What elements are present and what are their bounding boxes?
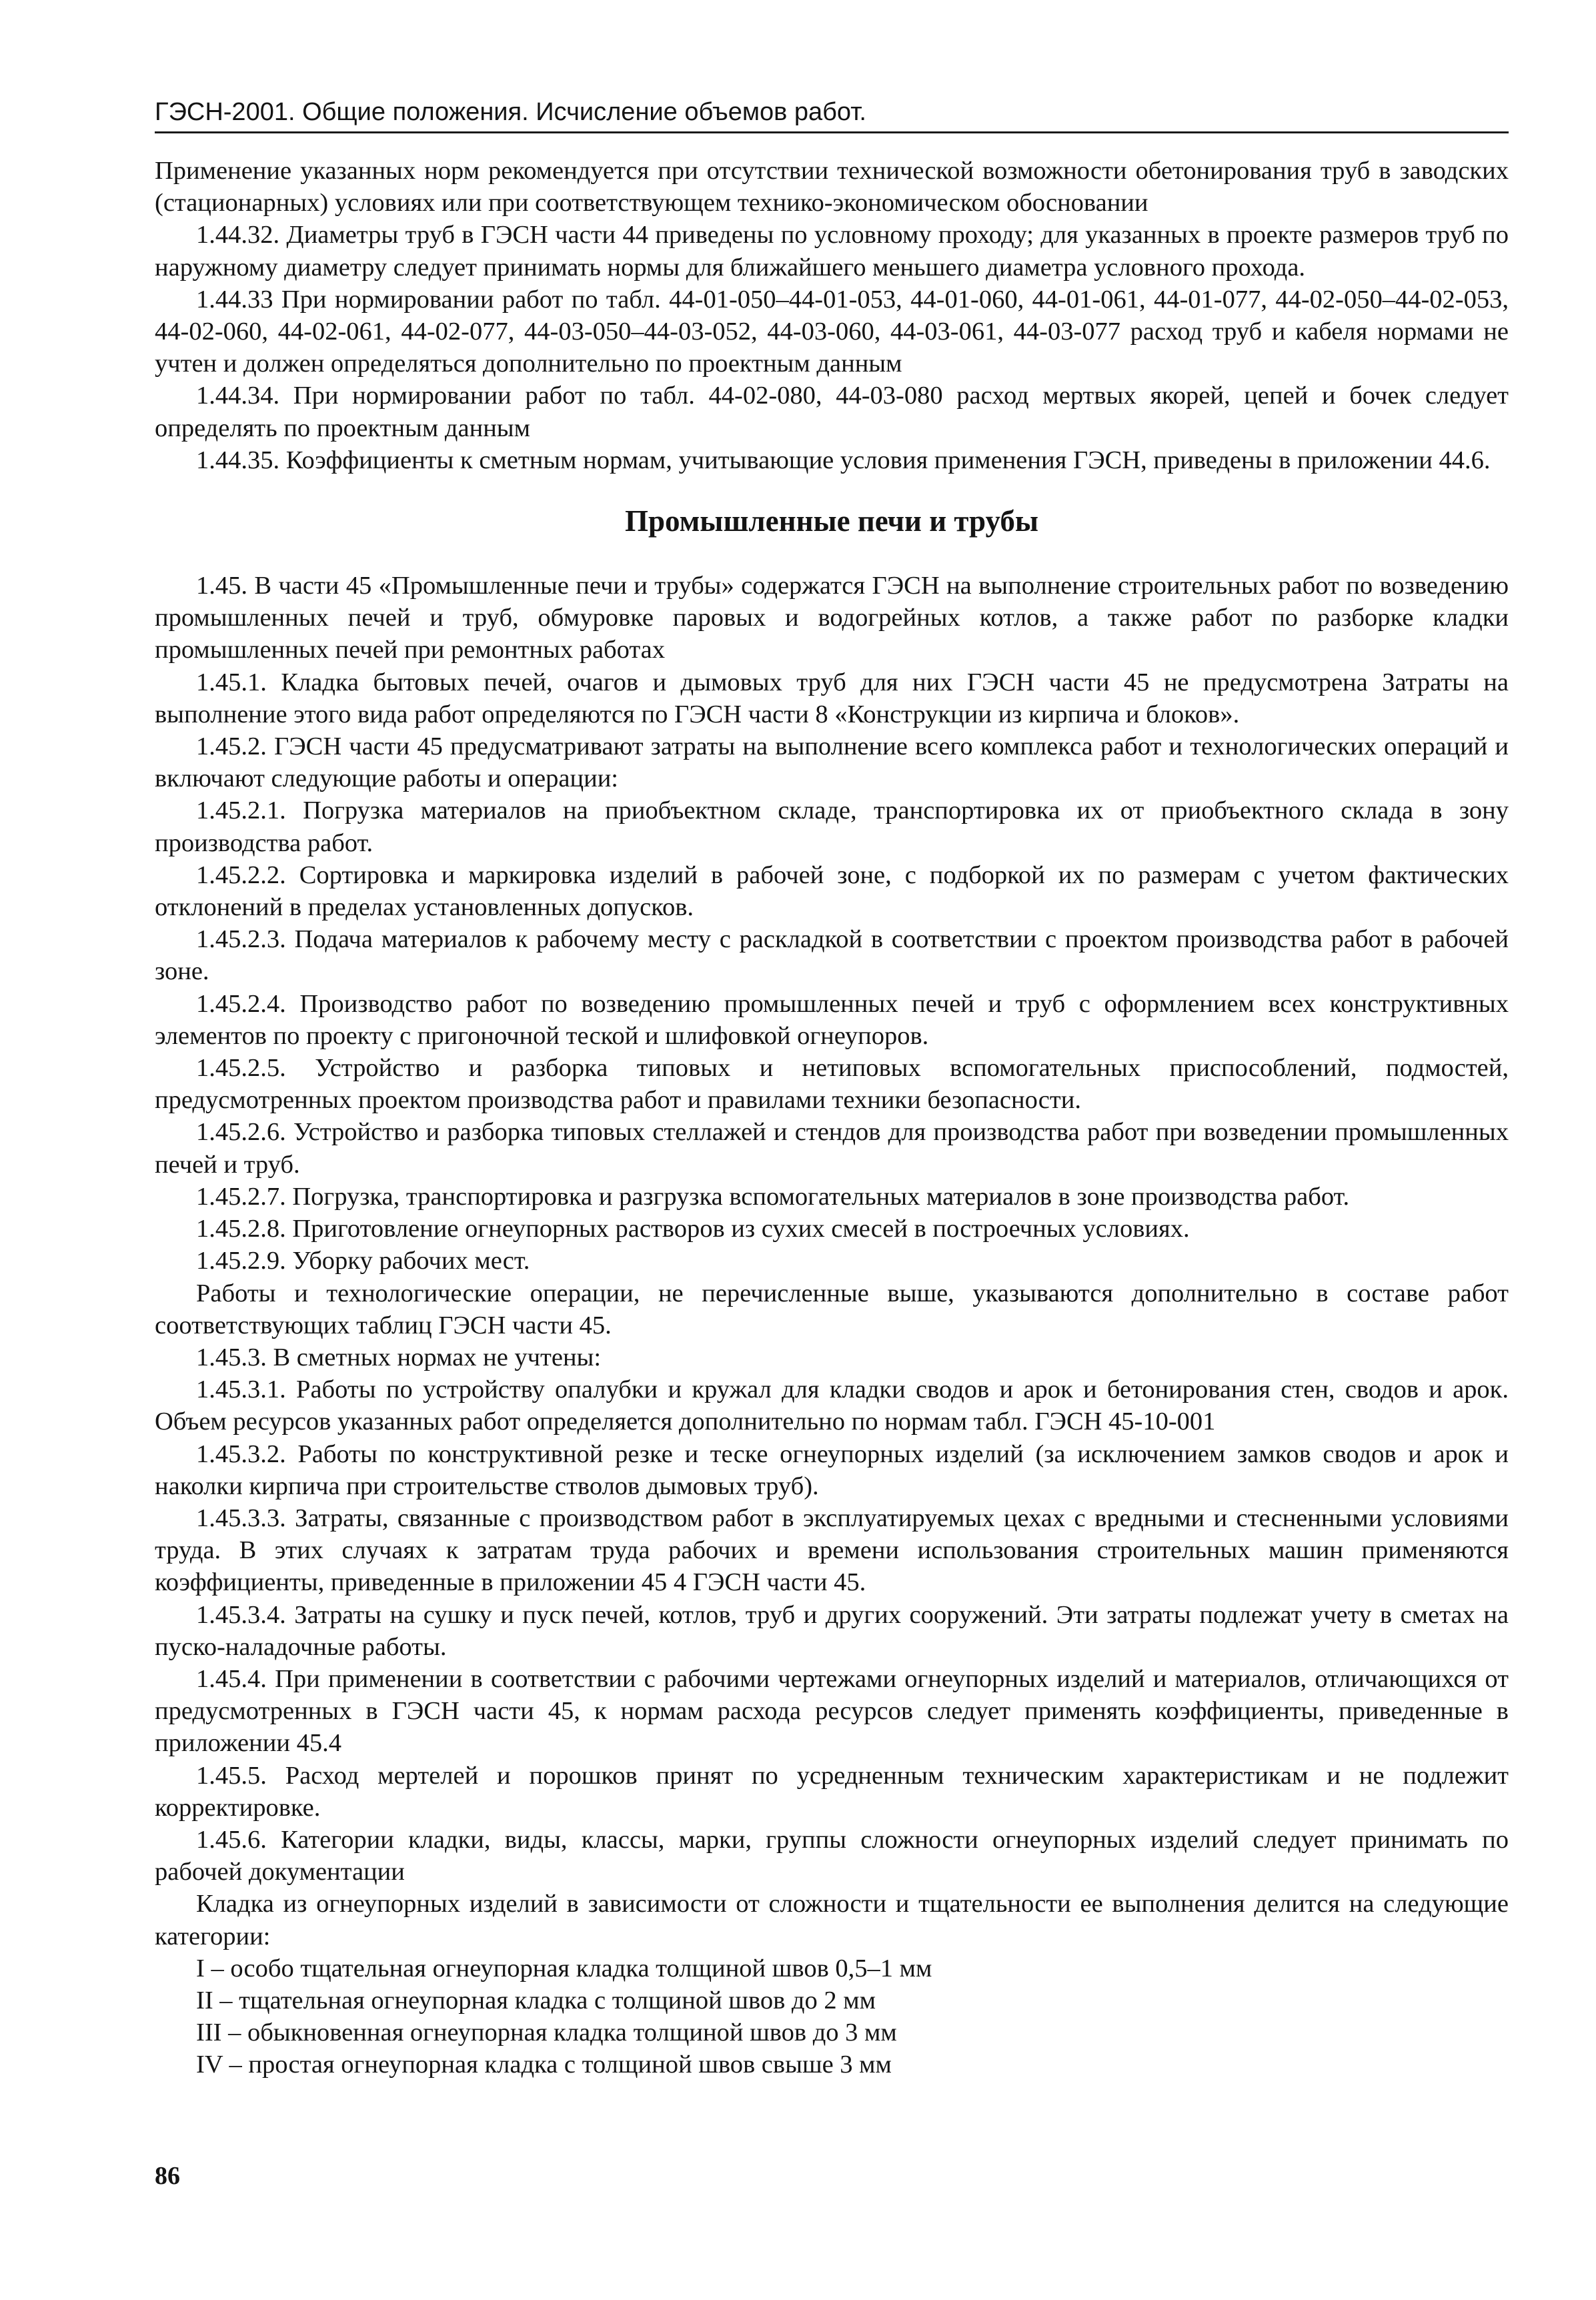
- paragraph-1-45-3-4: 1.45.3.4. Затраты на сушку и пуск печей, котлов, труб и других сооружений. Эти затраты подлежат учету в сметах на пуско-наладочные работы.: [155, 1600, 1509, 1661]
- paragraph-1-45-3-3: 1.45.3.3. Затраты, связанные с производством работ в эксплуатируемых цехах с вредными и стесненными условиями труда. В этих случаях к затратам труда рабочих и времени использования строительных машин применяются коэффициенты, приведенные в приложении 45 4 ГЭСН части 45.: [155, 1504, 1509, 1597]
- paragraph-1-44-33: 1.44.33 При нормировании работ по табл. 44-01-050–44-01-053, 44-01-060, 44-01-061, 44-01-077, 44-02-050–44-02-053, 44-02-060, 44-02-061, 44-02-077, 44-03-050–44-03-052, 44-03-060, 44-03-061, 44-03-077 расход труб и кабеля нормами не учтен и должен определяться дополнительно по проектным данным: [155, 285, 1509, 378]
- paragraph-masonry-categories: Кладка из огнеупорных изделий в зависимости от сложности и тщательности ее выполнения делится на следующие категории:: [155, 1890, 1509, 1950]
- paragraph-1-45-2-5: 1.45.2.5. Устройство и разборка типовых и нетиповых вспомогательных приспособлений, подмостей, предусмотренных проектом производства работ и правилами техники безопасности.: [155, 1054, 1509, 1115]
- paragraph: Применение указанных норм рекомендуется при отсутствии технической возможности обетонирования труб в заводских (стационарных) условиях или при соответствующем технико-экономическом обосновании: [155, 157, 1509, 217]
- paragraph-1-45-2-3: 1.45.2.3. Подача материалов к рабочему месту с раскладкой в соответствии с проектом производства работ в рабочей зоне.: [155, 925, 1509, 986]
- paragraph-1-45-2-6: 1.45.2.6. Устройство и разборка типовых стеллажей и стендов для производства работ при возведении промышленных печей и труб.: [155, 1118, 1509, 1179]
- paragraph-1-45-3: 1.45.3. В сметных нормах не учтены:: [196, 1343, 602, 1371]
- paragraph-1-45-6: 1.45.6. Категории кладки, виды, классы, марки, группы сложности огнеупорных изделий следует принимать по рабочей документации: [155, 1825, 1509, 1886]
- page-number: 86: [155, 2162, 180, 2190]
- running-header: ГЭСН-2001. Общие положения. Исчисление объемов работ.: [155, 98, 866, 126]
- paragraph-1-45-2: 1.45.2. ГЭСН части 45 предусматривают затраты на выполнение всего комплекса работ и технологических операций и включают следующие работы и операции:: [155, 732, 1509, 793]
- paragraph-1-45-2-2: 1.45.2.2. Сортировка и маркировка изделий в рабочей зоне, с подборкой их по размерам с учетом фактических отклонений в пределах установленных допусков.: [155, 860, 1509, 922]
- paragraph-other-works: Работы и технологические операции, не перечисленные выше, указываются дополнительно в составе работ соответствующих таблиц ГЭСН части 45.: [155, 1279, 1509, 1339]
- section-heading: Промышленные печи и трубы: [624, 504, 1039, 538]
- paragraph-1-45-3-1: 1.45.3.1. Работы по устройству опалубки и кружал для кладки сводов и арок и бетонирования стен, сводов и арок. Объем ресурсов указанных работ определяется дополнительно по нормам табл. ГЭСН 45-10-001: [155, 1375, 1509, 1436]
- paragraph-1-45-2-7: 1.45.2.7. Погрузка, транспортировка и разгрузка вспомогательных материалов в зоне производства работ.: [196, 1182, 1350, 1211]
- paragraph-1-44-34: 1.44.34. При нормировании работ по табл. 44-02-080, 44-03-080 расход мертвых якорей, цепей и бочек следует определять по проектным данным: [155, 382, 1509, 442]
- paragraph-1-45-2-4: 1.45.2.4. Производство работ по возведению промышленных печей и труб с оформлением всех конструктивных элементов по проекту с пригоночной теской и шлифовкой огнеупоров.: [155, 989, 1509, 1050]
- header-rule: [155, 131, 1509, 133]
- paragraph-1-44-32: 1.44.32. Диаметры труб в ГЭСН части 44 приведены по условному проходу; для указанных в проекте размеров труб по наружному диаметру следует принимать нормы для ближайшего меньшего диаметра условного прохода.: [155, 221, 1509, 281]
- paragraph-1-45-3-2: 1.45.3.2. Работы по конструктивной резке и теске огнеупорных изделий (за исключением замков сводов и арок и наколки кирпича при строительстве стволов дымовых труб).: [155, 1440, 1509, 1500]
- paragraph-1-45: 1.45. В части 45 «Промышленные печи и трубы» содержатся ГЭСН на выполнение строительных работ по возведению промышленных печей и труб, обмуровке паровых и водогрейных котлов, а также работ по разборке кладки промышленных печей при ремонтных работах: [155, 572, 1509, 664]
- paragraph-1-45-2-8: 1.45.2.8. Приготовление огнеупорных растворов из сухих смесей в построечных условиях.: [196, 1215, 1190, 1243]
- paragraph-1-45-5: 1.45.5. Расход мертелей и порошков принят по усредненным техническим характеристикам и не подлежит корректировке.: [155, 1761, 1509, 1822]
- category-item: IV – простая огнеупорная кладка с толщиной швов свыше 3 мм: [196, 2051, 892, 2079]
- category-item: I – особо тщательная огнеупорная кладка толщиной швов 0,5–1 мм: [196, 1954, 932, 1982]
- body-text: [155, 155, 1509, 2081]
- paragraph-1-44-35: 1.44.35. Коэффициенты к сметным нормам, учитывающие условия применения ГЭСН, приведены в приложении 44.6.: [196, 446, 1491, 474]
- paragraph-1-45-4: 1.45.4. При применении в соответствии с рабочими чертежами огнеупорных изделий и материалов, отличающихся от предусмотренных в ГЭСН части 45, к нормам расхода ресурсов следует применять коэффициенты, приведенные в приложении 45.4: [155, 1664, 1509, 1758]
- paragraph-1-45-2-9: 1.45.2.9. Уборку рабочих мест.: [196, 1247, 530, 1275]
- paragraph-1-45-1: 1.45.1. Кладка бытовых печей, очагов и дымовых труб для них ГЭСН части 45 не предусмотрена Затраты на выполнение этого вида работ определяются по ГЭСН части 8 «Конструкции из кирпича и блоков».: [155, 668, 1509, 728]
- category-item: II – тщательная огнеупорная кладка с толщиной швов до 2 мм: [196, 1986, 876, 2015]
- category-item: III – обыкновенная огнеупорная кладка толщиной швов до 3 мм: [196, 2019, 897, 2047]
- paragraph-1-45-2-1: 1.45.2.1. Погрузка материалов на приобъектном складе, транспортировка их от приобъектного склада в зону производства работ.: [155, 796, 1509, 857]
